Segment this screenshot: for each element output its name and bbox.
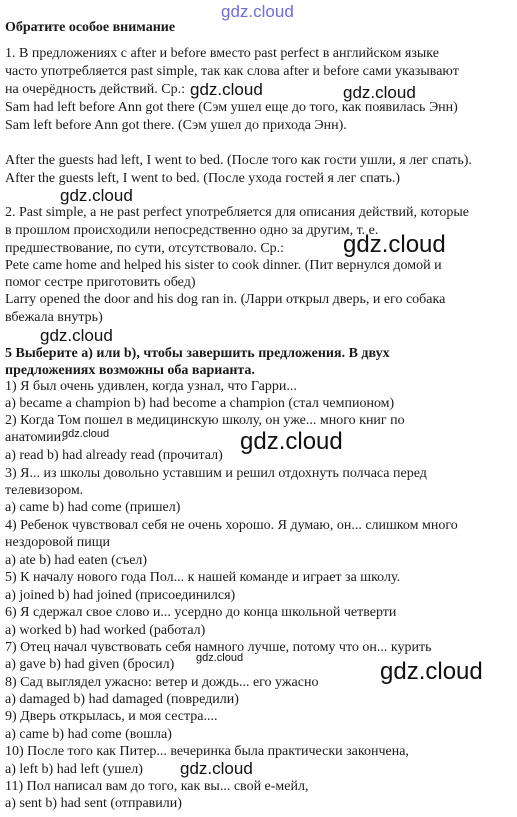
text-line: Sam had left before Ann got there (Сэм ушел еще до того, как появилась Энн) [5,100,458,115]
question: нездоровой пищи [5,535,111,550]
watermark: gdz.cloud [343,231,446,258]
answer-options: a) sent b) had sent (отправили) [5,796,182,811]
watermark-small: gdz.cloud [62,428,110,440]
watermark: gdz.cloud [40,326,113,345]
answer-options: a) came b) had come (пришел) [5,500,181,515]
answer-options: a) joined b) had joined (присоединился) [5,588,236,603]
text-line: Larry opened the door and his dog ran in. (Ларри открыл дверь, и его собака [5,292,446,307]
question: 1) Я был очень удивлен, когда узнал, что Гарри... [5,379,297,394]
text-line: Pete came home and helped his sister to cook dinner. (Пит вернулся домой и [5,258,442,273]
question: 11) Пол написал вам до того, как вы... свой е-мейл, [5,779,309,794]
watermark: gdz.cloud [343,83,416,102]
question: 2) Когда Том пошел в медицинскую школу, он уже... много книг по [5,413,405,428]
text-line: предшествование, по сути, отсутствовало. Ср.: [5,241,285,256]
question: 6) Я сдержал свое слово и... усердно до конца школьной четверти [5,605,397,620]
answer-options: a) left b) had left (ушел) [5,762,143,777]
exercise-heading: предложениях возможны оба варианта. [5,363,255,378]
question: 10) После того как Питер... вечеринка была практически закончена, [5,744,409,759]
watermark-top: gdz.cloud [221,2,294,21]
exercise-heading: 5 Выберите а) или b), чтобы завершить предложения. В двух [5,346,390,361]
watermark: gdz.cloud [240,428,343,455]
answer-options: a) ate b) had eaten (съел) [5,553,148,568]
question: анатомии. [5,430,65,445]
watermark: gdz.cloud [190,80,263,99]
question: 7) Отец начал чувствовать себя намного лучше, потому что он... курить [5,640,432,655]
question: 8) Сад выглядел ужасно: ветер и дождь... его ужасно [5,675,319,690]
answer-options: a) became a champion b) had become a champion (стал чемпионом) [5,396,395,411]
text-line: на очерёдность действий. Ср.: [5,82,185,97]
question: 4) Ребенок чувствовал себя не очень хорошо. Я думаю, он... слишком много [5,518,458,533]
text-line: вбежала внутрь) [5,310,103,325]
question: 3) Я... из школы довольно уставшим и решил отдохнуть полчаса перед [5,466,427,481]
note-heading: Обратите особое внимание [5,20,176,35]
answer-options: a) damaged b) had damaged (повредили) [5,692,239,707]
answer-options: a) gave b) had given (бросил) [5,657,175,672]
answer-options: a) came b) had come (вошла) [5,727,172,742]
text-line: 2. Past simple, а не past perfect употребляется для описания действий, которые [5,205,469,220]
watermark-small: gdz.cloud [196,652,244,664]
text-line: After the guests had left, I went to bed. (После того как гости ушли, я лег спать). [5,153,472,168]
text-line: помог сестре приготовить обед) [5,275,196,290]
text-line: в прошлом происходили непосредственно одно за другим, т. е. [5,223,379,238]
text-line: часто употребляется past simple, так как слова after и before сами указывают [5,64,459,79]
watermark: gdz.cloud [380,658,483,685]
answer-options: a) read b) had already read (прочитал) [5,448,223,463]
text-line: After the guests left, I went to bed. (После ухода гостей я лег спать.) [5,171,401,186]
text-line: 1. В предложениях с after и before вместо past perfect в английском языке [5,46,439,61]
question: 5) К началу нового года Пол... к нашей команде и играет за школу. [5,570,401,585]
answer-options: a) worked b) had worked (работал) [5,623,206,638]
watermark: gdz.cloud [180,759,253,778]
watermark: gdz.cloud [60,186,133,205]
text-line: Sam left before Ann got there. (Сэм ушел до прихода Энн). [5,118,347,133]
question: телевизором. [5,483,84,498]
question: 9) Дверь открылась, и моя сестра.... [5,709,218,724]
